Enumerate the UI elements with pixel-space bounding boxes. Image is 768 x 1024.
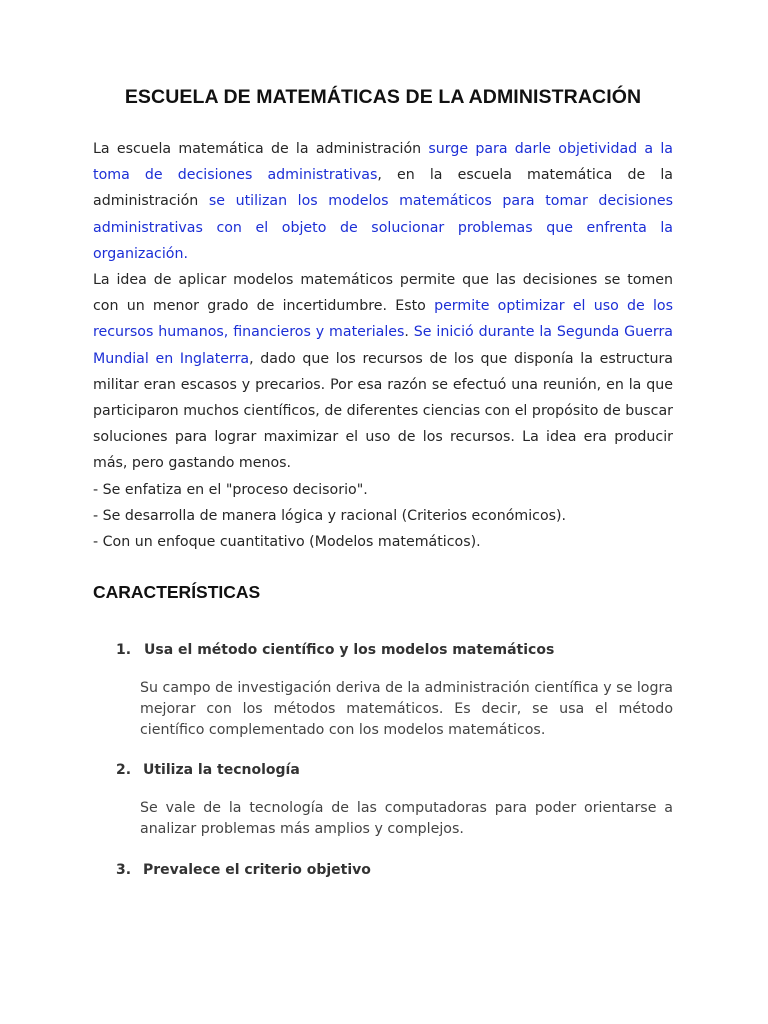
feature-description: Su campo de investigación deriva de la administración científica y se logra mejorar con los métodos matemáticos. Es decir, se usa el método científico complementado con los modelos matemáticos. [140, 680, 673, 738]
text-span: La escuela matemática de la administración [93, 141, 429, 157]
intro-text [93, 136, 673, 555]
intro-paragraph-1 [93, 136, 673, 267]
text-span: , dado que los recursos de los que disponía la estructura militar eran escasos y precarios. Por esa razón se efectuó una reunión, en la que participaron muchos científicos, de diferentes ciencias con el propósito de buscar soluciones para lograr maximizar el uso de los recursos. La idea era producir más, pero gastando menos. [93, 350, 673, 472]
bullet-item: - Con un enfoque cuantitativo (Modelos matemáticos). [93, 534, 481, 551]
text-span: . [183, 245, 188, 262]
feature-item-3 [93, 860, 673, 880]
text-span: , en la escuela matemática de la administración [93, 167, 673, 210]
text-span: . [404, 324, 414, 341]
bullet-item: - Se enfatiza en el "proceso decisorio". [93, 481, 368, 498]
bullet-item: - Se desarrolla de manera lógica y racional (Criterios económicos). [93, 507, 567, 524]
feature-title: Prevalece el criterio objetivo [143, 862, 371, 878]
highlighted-text: permite optimizar el uso de los recursos humanos, financieros y materiales [93, 298, 673, 341]
text-span: La idea de aplicar modelos matemáticos permite que las decisiones se tomen con un menor grado de incertidumbre. Esto [93, 272, 673, 315]
feature-number: 1. [116, 642, 132, 658]
feature-number: 3. [116, 862, 132, 878]
highlighted-text: se utilizan los modelos matemáticos para tomar decisiones administrativas con el objeto de solucionar problemas que enfrenta la organización [93, 193, 673, 262]
feature-title: Usa el método científico y los modelos matemáticos [144, 642, 555, 658]
highlighted-text: Se inició durante la Segunda Guerra Mundial en Inglaterra [93, 324, 673, 367]
feature-description: Se vale de la tecnología de las computadoras para poder orientarse a analizar problemas más amplios y complejos. [140, 800, 673, 837]
document-title: ESCUELA DE MATEMÁTICAS DE LA ADMINISTRACIÓN [124, 86, 642, 108]
feature-item-1 [93, 640, 673, 741]
intro-paragraph-2 [93, 267, 673, 477]
feature-title: Utiliza la tecnología [143, 762, 300, 778]
highlighted-text: surge para darle objetividad a la toma de decisiones administrativas [93, 141, 673, 184]
feature-item-2 [93, 760, 673, 840]
document-page [93, 86, 673, 878]
section-heading: CARACTERÍSTICAS [93, 582, 261, 602]
feature-number: 2. [116, 762, 132, 778]
